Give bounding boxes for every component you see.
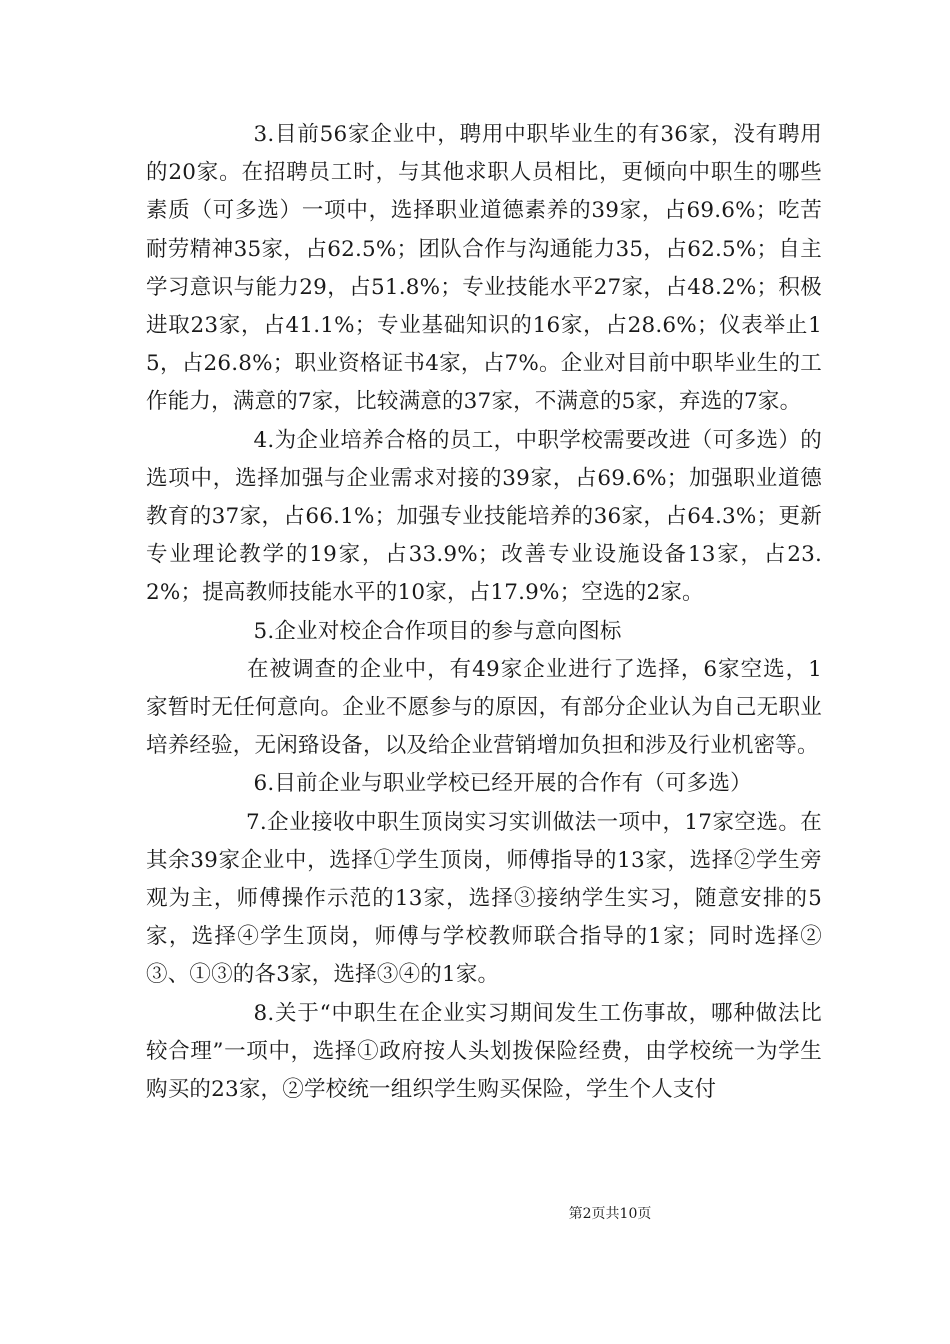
paragraph-5-body: 在被调查的企业中，有49家企业进行了选择，6家空选，1家暂时无任何意向。企业不愿参与的原因，有部分企业认为自己无职业培养经验，无闲臵设备，以及给企业营销增加负担和涉及行业机密等。 [146, 656, 822, 759]
paragraph-4-school-improvements: 4.为企业培养合格的员工，中职学校需要改进（可多选）的选项中，选择加强与企业需求对接的39家，占69.6%；加强职业道德教育的37家，占66.1%；加强专业技能培养的36家，占64.3%；更新专业理论教学的19家，占33.9%；改善专业设施设备13家，占23.2%；提高教师技能水平的10家，占17.9%；空选的2家。 [146, 427, 822, 606]
paragraph-8-injury-insurance: 8.关于“中职生在企业实习期间发生工伤事故，哪种做法比较合理”一项中，选择①政府按人头划拨保险经费，由学校统一为学生购买的23家，②学校统一组织学生购买保险，学生个人支付 [146, 1000, 822, 1103]
page-number-footer: 第2页共10页 [568, 1206, 652, 1222]
paragraph-3-employment-survey: 3.目前56家企业中，聘用中职毕业生的有36家，没有聘用的20家。在招聘员工时，与其他求职人员相比，更倾向中职生的哪些素质（可多选）一项中，选择职业道德素养的39家，占69.6%；吃苦耐劳精神35家，占62.5%；团队合作与沟通能力35，占62.5%；自主学习意识与能力29，占51.8%；专业技能水平27家，占48.2%；积极进取23家，占41.1%；专业基础知识的16家，占28.6%；仪表举止15，占26.8%；职业资格证书4家，占7%。企业对目前中职毕业生的工作能力，满意的7家，比较满意的37家，不满意的5家，弃选的7家。 [146, 122, 822, 415]
paragraph-5-heading-participation: 5.企业对校企合作项目的参与意向图标 [253, 618, 622, 644]
document-body [146, 116, 822, 1109]
paragraph-6-heading-cooperation: 6.目前企业与职业学校已经开展的合作有（可多选） [253, 771, 752, 797]
paragraph-7-internship: 7.企业接收中职生顶岗实习实训做法一项中，17家空选。在其余39家企业中，选择①学生顶岗，师傅指导的13家，选择②学生旁观为主，师傅操作示范的13家，选择③接纳学生实习，随意安排的5家，选择④学生顶岗，师傅与学校教师联合指导的1家；同时选择②③、①③的各3家，选择③④的1家。 [146, 809, 822, 988]
